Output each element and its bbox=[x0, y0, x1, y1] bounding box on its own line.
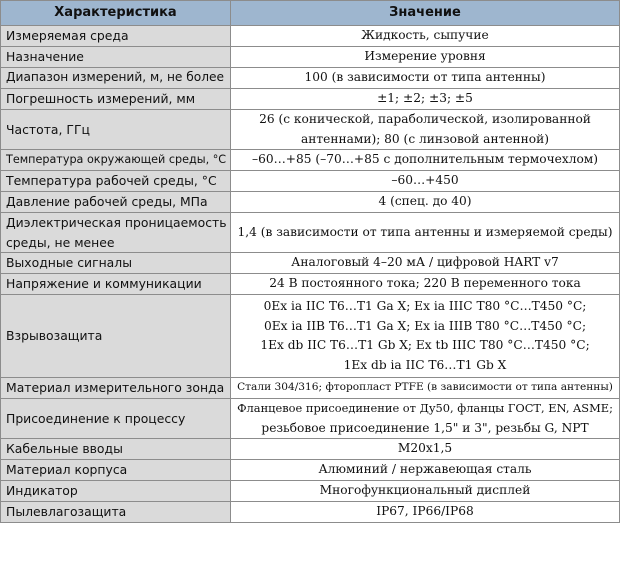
param-cell bbox=[1, 110, 231, 150]
value-line: Измерение уровня bbox=[364, 49, 486, 64]
table-row bbox=[1, 68, 620, 89]
table-row bbox=[1, 378, 620, 399]
table-row bbox=[1, 481, 620, 502]
value-line: резьбовое присоединение 1,5" и 3", резьбы G, NPT bbox=[261, 420, 589, 435]
param-line: Выходные сигналы bbox=[6, 255, 132, 271]
param-line: Присоединение к процессу bbox=[6, 410, 186, 426]
value-line: 1,4 (в зависимости от типа антенны и измеряемой среды) bbox=[237, 224, 613, 239]
table-row bbox=[1, 110, 620, 150]
value-line: антеннами); 80 (с линзовой антенной) bbox=[300, 131, 549, 146]
value-line: Фланцевое присоединение от Ду50, фланцы ГОСТ, EN, ASME; bbox=[237, 401, 613, 415]
value-line: 1Ex db ia IIC T6…T1 Gb X bbox=[343, 357, 507, 372]
value-cell bbox=[231, 110, 620, 150]
header-row bbox=[1, 1, 620, 26]
param-cell bbox=[1, 439, 231, 460]
param-cell bbox=[1, 481, 231, 502]
table-row bbox=[1, 460, 620, 481]
param-cell bbox=[1, 68, 231, 89]
table-row bbox=[1, 502, 620, 523]
param-cell bbox=[1, 150, 231, 171]
table-row bbox=[1, 26, 620, 47]
value-cell bbox=[231, 171, 620, 192]
value-cell bbox=[231, 192, 620, 213]
value-cell bbox=[231, 399, 620, 439]
param-cell bbox=[1, 295, 231, 378]
param-line: Назначение bbox=[6, 49, 84, 65]
param-line: Измеряемая среда bbox=[6, 28, 129, 44]
value-cell bbox=[231, 295, 620, 378]
value-line: 26 (с конической, параболической, изолированной bbox=[259, 112, 591, 126]
param-line: Диэлектрическая проницаемость bbox=[6, 215, 227, 230]
param-line: Материал корпуса bbox=[6, 462, 128, 478]
value-cell bbox=[231, 378, 620, 399]
value-line: Жидкость, сыпучие bbox=[361, 28, 489, 43]
param-line: Кабельные вводы bbox=[6, 441, 123, 457]
param-cell bbox=[1, 378, 231, 399]
value-line: 24 В постоянного тока; 220 В переменного тока bbox=[269, 276, 581, 291]
table-row bbox=[1, 295, 620, 378]
param-line: Давление рабочей среды, МПа bbox=[6, 194, 208, 210]
param-cell bbox=[1, 460, 231, 481]
table-row bbox=[1, 89, 620, 110]
value-line: 0Ex ia IIC T6…T1 Ga X; Ex ia IIIC T80 °C…T450 °C; bbox=[263, 299, 587, 313]
spec-body bbox=[1, 26, 620, 523]
param-cell bbox=[1, 502, 231, 523]
table-row bbox=[1, 253, 620, 274]
table-row bbox=[1, 171, 620, 192]
param-line: Температура рабочей среды, °С bbox=[6, 173, 217, 189]
param-line: Частота, ГГц bbox=[6, 121, 90, 137]
value-cell bbox=[231, 213, 620, 253]
param-line: Материал измерительного зонда bbox=[6, 380, 225, 396]
table-row bbox=[1, 439, 620, 460]
value-cell bbox=[231, 150, 620, 171]
value-line: IP67, IP66/IP68 bbox=[376, 504, 474, 519]
value-line: М20х1,5 bbox=[397, 441, 453, 456]
param-cell bbox=[1, 192, 231, 213]
value-cell bbox=[231, 460, 620, 481]
header-characteristic: Характеристика bbox=[1, 1, 231, 26]
param-cell bbox=[1, 274, 231, 295]
value-line: 0Ex ia IIB T6…T1 Ga X; Ex ia IIIB T80 °C…T450 °C; bbox=[263, 318, 587, 333]
param-line: Диапазон измерений, м, не более bbox=[6, 70, 225, 85]
param-line: Погрешность измерений, мм bbox=[6, 91, 196, 107]
param-line: Температура окружающей среды, °С bbox=[6, 153, 227, 167]
param-line: Индикатор bbox=[6, 483, 78, 499]
value-line: Стали 304/316; фторопласт PTFE (в зависимости от типа антенны) bbox=[237, 381, 613, 394]
value-line: –60…+450 bbox=[391, 173, 459, 188]
value-line: 4 (спец. до 40) bbox=[378, 194, 472, 209]
param-cell bbox=[1, 89, 231, 110]
value-cell bbox=[231, 253, 620, 274]
value-line: 1Ex db IIC T6…T1 Gb X; Ex tb IIIC T80 °C…T450 °C; bbox=[260, 338, 590, 352]
param-line: Взрывозащита bbox=[6, 328, 103, 344]
param-cell bbox=[1, 213, 231, 253]
value-line: 100 (в зависимости от типа антенны) bbox=[304, 70, 546, 85]
param-line: Напряжение и коммуникации bbox=[6, 276, 202, 292]
value-cell bbox=[231, 68, 620, 89]
value-cell bbox=[231, 47, 620, 68]
param-line: среды, не менее bbox=[6, 234, 115, 250]
table-row bbox=[1, 399, 620, 439]
param-line: Пылевлагозащита bbox=[6, 504, 127, 520]
value-line: Алюминий / нержавеющая сталь bbox=[318, 462, 532, 477]
value-cell bbox=[231, 274, 620, 295]
value-cell bbox=[231, 481, 620, 502]
param-cell bbox=[1, 399, 231, 439]
param-cell bbox=[1, 47, 231, 68]
table-row bbox=[1, 47, 620, 68]
table-row bbox=[1, 150, 620, 171]
table-row bbox=[1, 213, 620, 253]
table-row bbox=[1, 192, 620, 213]
param-cell bbox=[1, 26, 231, 47]
value-cell bbox=[231, 89, 620, 110]
param-cell bbox=[1, 253, 231, 274]
table-row bbox=[1, 274, 620, 295]
value-line: –60…+85 (–70…+85 с дополнительным термочехлом) bbox=[251, 152, 599, 167]
value-cell bbox=[231, 439, 620, 460]
header-value: Значение bbox=[231, 1, 620, 26]
value-line: Многофункциональный дисплей bbox=[319, 483, 531, 498]
value-line: Аналоговый 4–20 мА / цифровой HART v7 bbox=[291, 255, 559, 270]
param-cell bbox=[1, 171, 231, 192]
value-cell bbox=[231, 502, 620, 523]
value-line: ±1; ±2; ±3; ±5 bbox=[377, 91, 473, 106]
value-cell bbox=[231, 26, 620, 47]
